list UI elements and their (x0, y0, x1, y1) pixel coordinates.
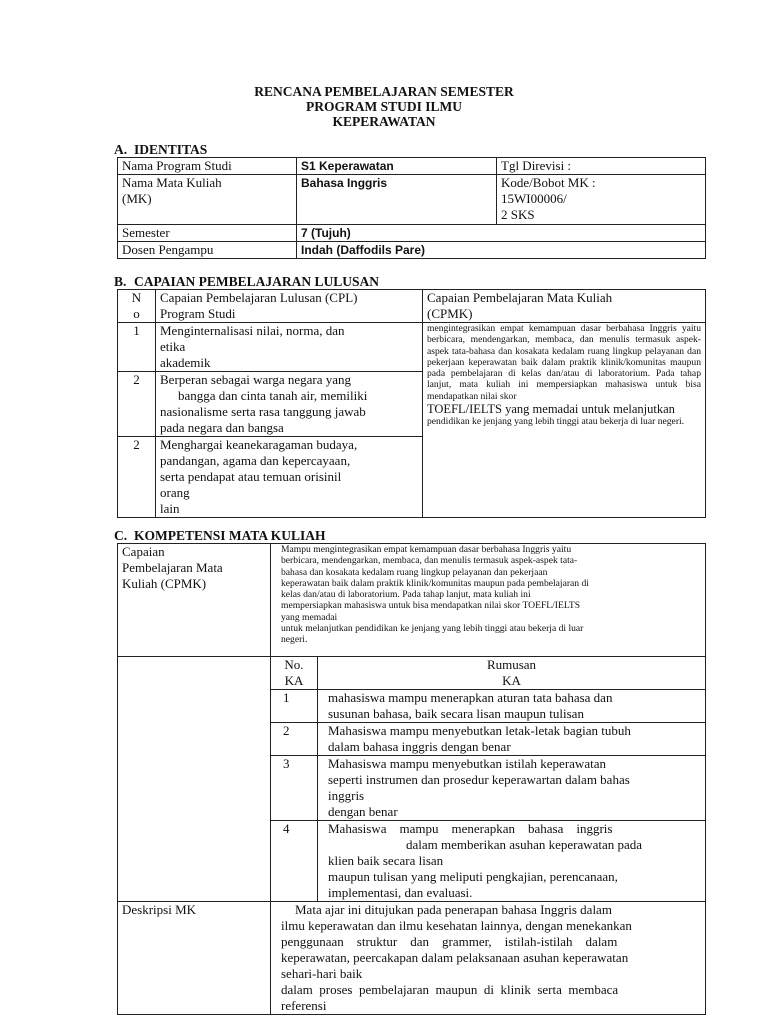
ka-row-4-line-4: maupun tulisan yang meliputi pengkajian, perencanaan, (328, 869, 618, 884)
title-line-1: RENCANA PEMBELAJARAN SEMESTER (254, 84, 514, 99)
deskripsi-label: Deskripsi MK (118, 902, 271, 1015)
cpl-row-1-line-3: akademik (160, 355, 211, 370)
cpl-row-1-line-1: Menginternalisasi nilai, norma, dan (160, 323, 345, 338)
sks-value: 2 SKS (501, 207, 535, 222)
revisi-label: Tgl Direvisi : (497, 158, 706, 175)
cpl-header-cpmk (423, 290, 706, 323)
section-a-heading (114, 142, 207, 157)
ka-row-2-text (318, 723, 706, 756)
dosen-value: Indah (Daffodils Pare) (297, 242, 706, 259)
identitas-row-semester (118, 225, 706, 242)
cpl-cpmk-line-big: TOEFL/IELTS yang memadai untuk melanjutkan (427, 402, 675, 417)
cpl-cpmk-cell (423, 323, 706, 518)
ka-row-1-text (318, 690, 706, 723)
ka-header-row (118, 657, 706, 690)
cpl-cpmk-text-end: pendidikan ke jenjang yang lebih tinggi atau bekerja di luar negeri. (427, 416, 685, 428)
kompetensi-cpmk-line-5: kelas dan/atau di laboratorium. Pada tahap lanjut, mata kuliah ini (281, 589, 531, 601)
ka-header-rumusan (318, 657, 706, 690)
cpl-row-3-line-1: Menghargai keanekaragaman budaya, (160, 437, 358, 452)
ka-row-4-line-5: implementasi, dan evaluasi. (328, 885, 473, 900)
deskripsi-line-4: keperawatan, peercakapan dalam pelaksanaan asuhan keperawatan (281, 950, 629, 965)
cpl-row-1 (118, 323, 706, 372)
cpl-row-2-line-1: Berperan sebagai warga negara yang (160, 372, 352, 387)
section-c-letter: C. (114, 528, 128, 543)
cpl-cpmk-text: mengintegrasikan empat kemampuan dasar berbahasa Inggris yaitu berbicara, mendengarkan, membaca, dan menulis termasuk aspek-aspek tata-bahasa dan kosakata kedalam ruang lingkup pelayanan dan pekerjaan keperawatan baik dalam praktik klinik/komunitas maupun pada pembelajaran di kelas dan/atau di laboratorium. Pada tahap lanjut, mata kuliah ini mempersiapkan mahasiswa untuk bisa mendapatkan nilai skor (427, 323, 701, 402)
cpl-row-3-no: 2 (118, 437, 156, 518)
ka-header-no-1: No. (284, 657, 304, 672)
section-c-heading (114, 528, 326, 543)
cpl-header-cpmk-1: Capaian Pembelajaran Mata Kuliah (427, 290, 613, 305)
ka-row-3-line-2: seperti instrumen dan prosedur keperawartan dalam bahas (328, 772, 630, 787)
title-line-2: PROGRAM STUDI ILMU (305, 99, 462, 114)
program-value: S1 Keperawatan (297, 158, 497, 175)
ka-row-1-line-1: mahasiswa mampu menerapkan aturan tata bahasa dan (328, 690, 613, 705)
ka-header-no-2: KA (284, 673, 304, 688)
ka-row-3-line-3: inggris (328, 788, 365, 803)
cpl-row-3-line-4: orang (160, 485, 190, 500)
program-label: Nama Program Studi (118, 158, 297, 175)
cpl-row-2-line-3: nasionalisme serta rasa tanggung jawab (160, 404, 366, 419)
ka-row-3-no: 3 (271, 756, 318, 821)
ka-row-2-line-1: Mahasiswa mampu menyebutkan letak-letak bagian tubuh (328, 723, 631, 738)
semester-label: Semester (118, 225, 297, 242)
kompetensi-cpmk-label-1: Capaian (122, 544, 165, 559)
kompetensi-cpmk-line-4: keperawatan baik dalam praktik klinik/komunitas maupun pada pembelajaran di (281, 577, 589, 589)
deskripsi-line-1: Mata ajar ini ditujukan pada penerapan bahasa Inggris dalam (295, 902, 612, 917)
document-title (0, 84, 768, 129)
cpl-header-no-2: o (133, 306, 140, 321)
cpl-row-1-line-2: etika (160, 339, 186, 354)
ka-empty-cell (118, 657, 271, 902)
kompetensi-cpmk-line-2: berbicara, mendengarkan, membaca, dan menulis termasuk aspek-aspek tata- (281, 555, 578, 567)
kompetensi-cpmk-label-3: Kuliah (CPMK) (122, 576, 207, 591)
ka-row-4-line-3: klien baik secara lisan (328, 853, 444, 868)
cpl-row-3-line-5: lain (160, 501, 180, 516)
kompetensi-cpmk-line-7: yang memadai (281, 611, 338, 623)
title-line-3: KEPERAWATAN (332, 114, 436, 129)
kompetensi-table (117, 543, 706, 1015)
kompetensi-cpmk-line-6: mempersiapkan mahasiswa untuk bisa mendapatkan nilai skor TOEFL/IELTS (281, 600, 581, 612)
identitas-table (117, 157, 706, 259)
cpl-row-2-no: 2 (118, 372, 156, 437)
ka-row-4-line-2: dalam memberikan asuhan keperawatan pada (406, 837, 643, 852)
kompetensi-cpmk-line-9: negeri. (281, 634, 308, 646)
cpl-header-no (118, 290, 156, 323)
kompetensi-cpmk-label (118, 544, 271, 657)
kode-label: Kode/Bobot MK : (501, 175, 596, 190)
deskripsi-line-5: sehari-hari baik (281, 966, 363, 981)
cpl-header-cpmk-2: (CPMK) (427, 306, 473, 321)
ka-header-rumusan-1: Rumusan (486, 657, 537, 672)
mk-label-line-2: (MK) (122, 191, 152, 206)
deskripsi-row (118, 902, 706, 1015)
deskripsi-line-2: ilmu keperawatan dan ilmu kesehatan lainnya, dengan menekankan (281, 918, 632, 933)
ka-header-rumusan-2: KA (502, 673, 521, 688)
cpl-row-2-line-2: bangga dan cinta tanah air, memiliki (178, 388, 368, 403)
cpl-header-cpl-2: Program Studi (160, 306, 236, 321)
ka-row-4-no: 4 (271, 821, 318, 902)
ka-row-1-line-2: susunan bahasa, baik secara lisan maupun tulisan (328, 706, 584, 721)
ka-row-2-line-2: dalam bahasa inggris dengan benar (328, 739, 511, 754)
cpl-row-3-line-2: pandangan, agama dan kepercayaan, (160, 453, 351, 468)
kompetensi-cpmk-line-3: bahasa dan kosakata kedalam ruang lingkup pelayanan dan pekerjaan (281, 566, 548, 578)
kompetensi-cpmk-label-2: Pembelajaran Mata (122, 560, 223, 575)
mk-label-cell (118, 175, 297, 225)
cpl-header-no-1: N (131, 290, 142, 305)
deskripsi-line-6: dalam proses pembelajaran maupun di klinik serta membaca (281, 982, 619, 997)
mk-value: Bahasa Inggris (297, 175, 497, 225)
cpl-table (117, 289, 706, 518)
deskripsi-line-3: penggunaan struktur dan grammer, istilah-istilah dalam (281, 934, 618, 949)
ka-row-3-line-1: Mahasiswa mampu menyebutkan istilah keperawatan (328, 756, 606, 771)
cpl-header-row (118, 290, 706, 323)
ka-row-1-no: 1 (271, 690, 318, 723)
identitas-row-program (118, 158, 706, 175)
ka-row-3-line-4: dengan benar (328, 804, 398, 819)
cpl-row-2-line-4: pada negara dan bangsa (160, 420, 284, 435)
kompetensi-cpmk-line-1: Mampu mengintegrasikan empat kemampuan dasar berbahasa Inggris yaitu (281, 544, 572, 555)
cpl-row-1-text (156, 323, 423, 372)
identitas-row-mk (118, 175, 706, 225)
semester-value: 7 (Tujuh) (297, 225, 706, 242)
dosen-label: Dosen Pengampu (118, 242, 297, 259)
kompetensi-cpmk-row (118, 544, 706, 657)
section-b-heading (114, 274, 379, 289)
section-a-letter: A. (114, 142, 128, 157)
cpl-row-1-no: 1 (118, 323, 156, 372)
cpl-header-cpl-1: Capaian Pembelajaran Lulusan (CPL) (160, 290, 358, 305)
kompetensi-cpmk-line-8: untuk melanjutkan pendidikan ke jenjang yang lebih tinggi atau bekerja di luar (281, 623, 584, 635)
deskripsi-line-7: referensi (281, 998, 327, 1013)
ka-row-4-line-1: Mahasiswa mampu menerapkan bahasa inggris (328, 821, 613, 836)
cpl-row-3-line-3: serta pendapat atau temuan orisinil (160, 469, 342, 484)
ka-row-4-text (318, 821, 706, 902)
section-c-title: KOMPETENSI MATA KULIAH (134, 528, 326, 543)
section-b-letter: B. (114, 274, 127, 289)
ka-header-no (271, 657, 318, 690)
section-a-title: IDENTITAS (134, 142, 208, 157)
section-b-title: CAPAIAN PEMBELAJARAN LULUSAN (134, 274, 380, 289)
kompetensi-cpmk-text (271, 544, 706, 657)
kode-value: 15WI00006/ (501, 191, 567, 206)
cpl-row-3-text (156, 437, 423, 518)
cpl-header-cpl (156, 290, 423, 323)
deskripsi-text (271, 902, 706, 1015)
kode-cell (497, 175, 706, 225)
identitas-row-dosen (118, 242, 706, 259)
cpl-row-2-text (156, 372, 423, 437)
ka-row-2-no: 2 (271, 723, 318, 756)
ka-row-3-text (318, 756, 706, 821)
mk-label-line-1: Nama Mata Kuliah (122, 175, 222, 190)
